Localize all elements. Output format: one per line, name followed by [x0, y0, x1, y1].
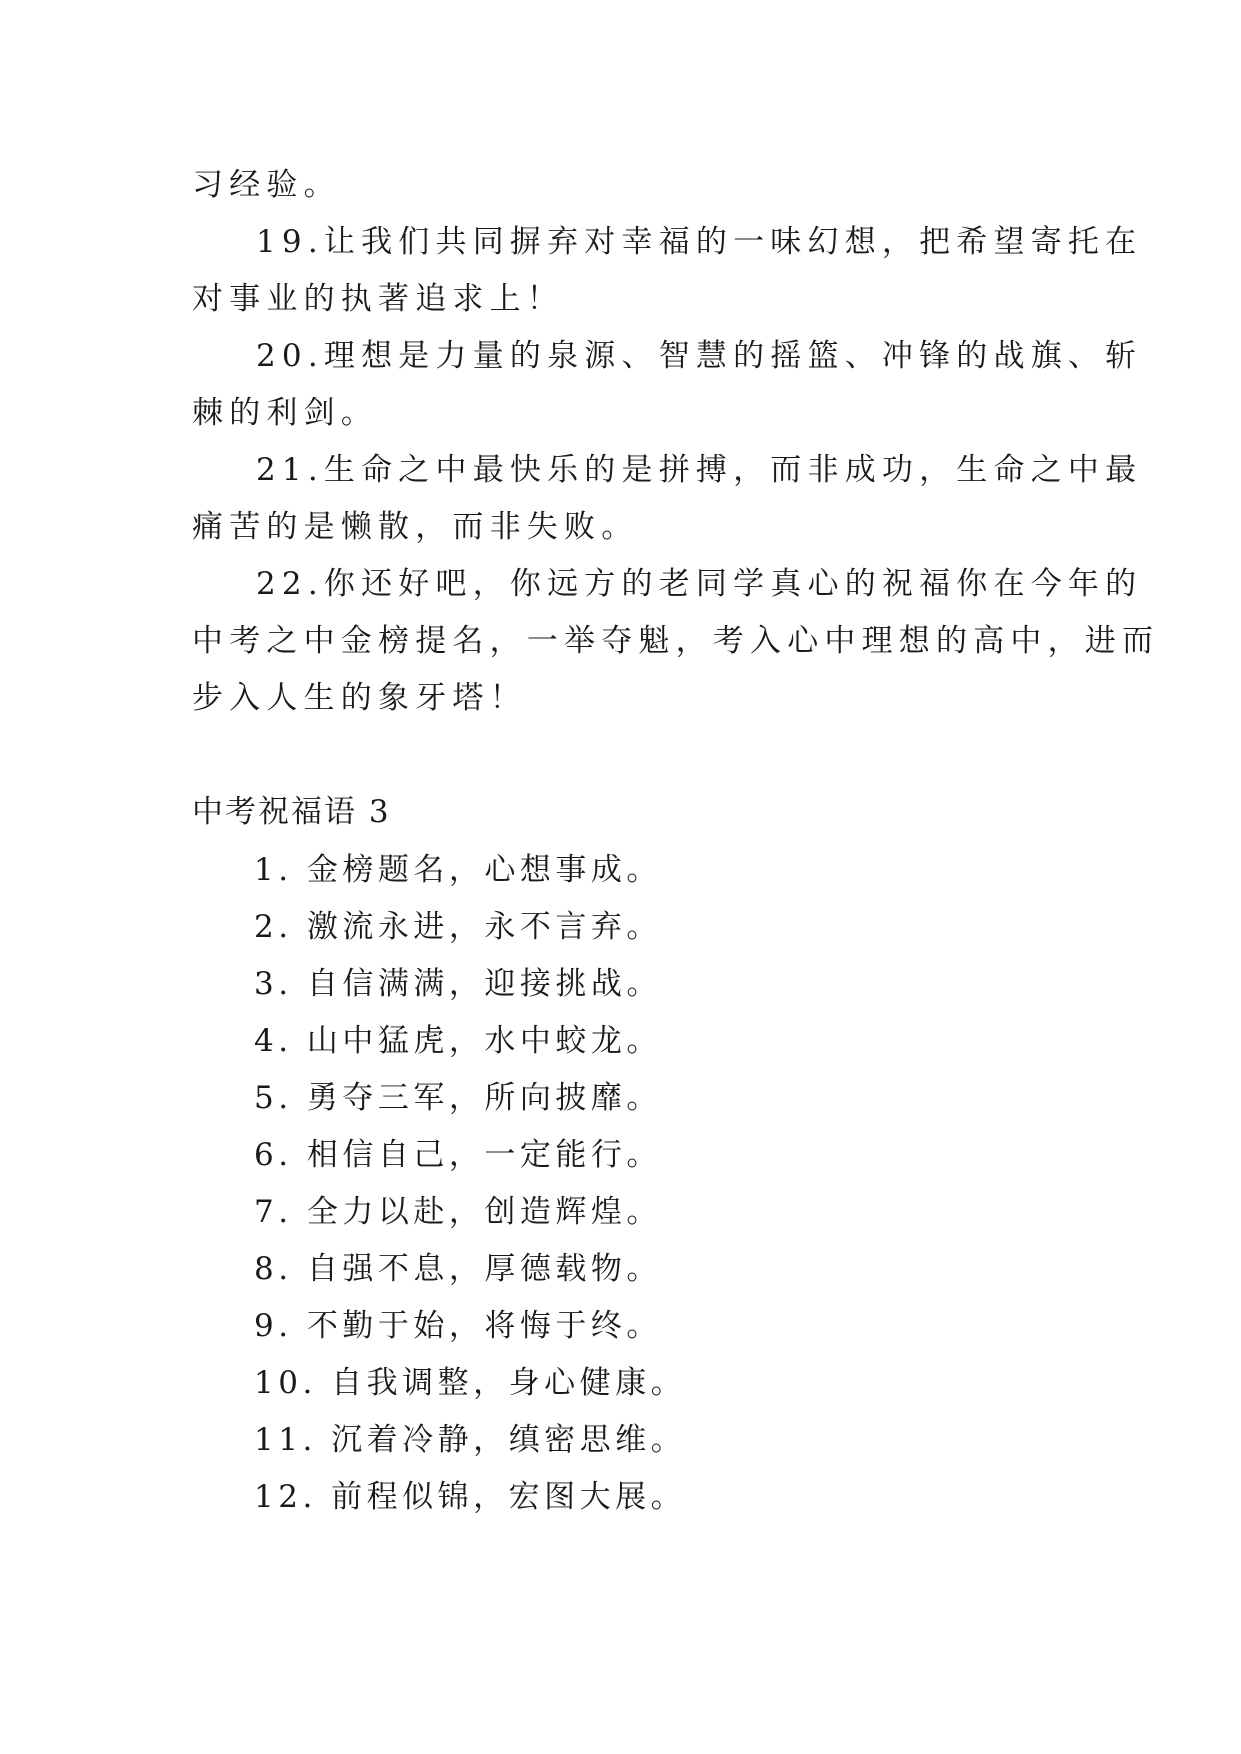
paragraph-19-line-1: 19.让我们共同摒弃对幸福的一味幻想，把希望寄托在 [256, 224, 1143, 260]
list-item: 11. 沉着冷静，缜密思维。 [254, 1422, 687, 1458]
paragraph-22-line-1: 22.你还好吧，你远方的老同学真心的祝福你在今年的 [256, 566, 1143, 602]
list-item: 1. 金榜题名，心想事成。 [254, 852, 662, 888]
paragraph-continuation-line: 习经验。 [192, 167, 341, 203]
paragraph-22-line-2: 中考之中金榜提名，一举夺魁，考入心中理想的高中，进而 [192, 623, 1160, 659]
list-item: 3. 自信满满，迎接挑战。 [254, 966, 662, 1002]
section-heading: 中考祝福语 3 [192, 794, 391, 830]
list-item: 10. 自我调整，身心健康。 [254, 1365, 687, 1401]
list-item: 7. 全力以赴，创造辉煌。 [254, 1194, 662, 1230]
paragraph-19-line-2: 对事业的执著追求上！ [192, 281, 564, 317]
paragraph-21-line-2: 痛苦的是懒散，而非失败。 [192, 509, 639, 545]
paragraph-20-line-1: 20.理想是力量的泉源、智慧的摇篮、冲锋的战旗、斩 [256, 338, 1143, 374]
list-item: 9. 不勤于始，将悔于终。 [254, 1308, 662, 1344]
paragraph-22-line-3: 步入人生的象牙塔！ [192, 680, 527, 716]
list-item: 12. 前程似锦，宏图大展。 [254, 1479, 687, 1515]
list-item: 2. 激流永进，永不言弃。 [254, 909, 662, 945]
list-item: 4. 山中猛虎，水中蛟龙。 [254, 1023, 662, 1059]
list-item: 5. 勇夺三军，所向披靡。 [254, 1080, 662, 1116]
list-item: 6. 相信自己，一定能行。 [254, 1137, 662, 1173]
list-item: 8. 自强不息，厚德载物。 [254, 1251, 662, 1287]
paragraph-20-line-2: 棘的利剑。 [192, 395, 378, 431]
paragraph-21-line-1: 21.生命之中最快乐的是拼搏，而非成功，生命之中最 [256, 452, 1143, 488]
